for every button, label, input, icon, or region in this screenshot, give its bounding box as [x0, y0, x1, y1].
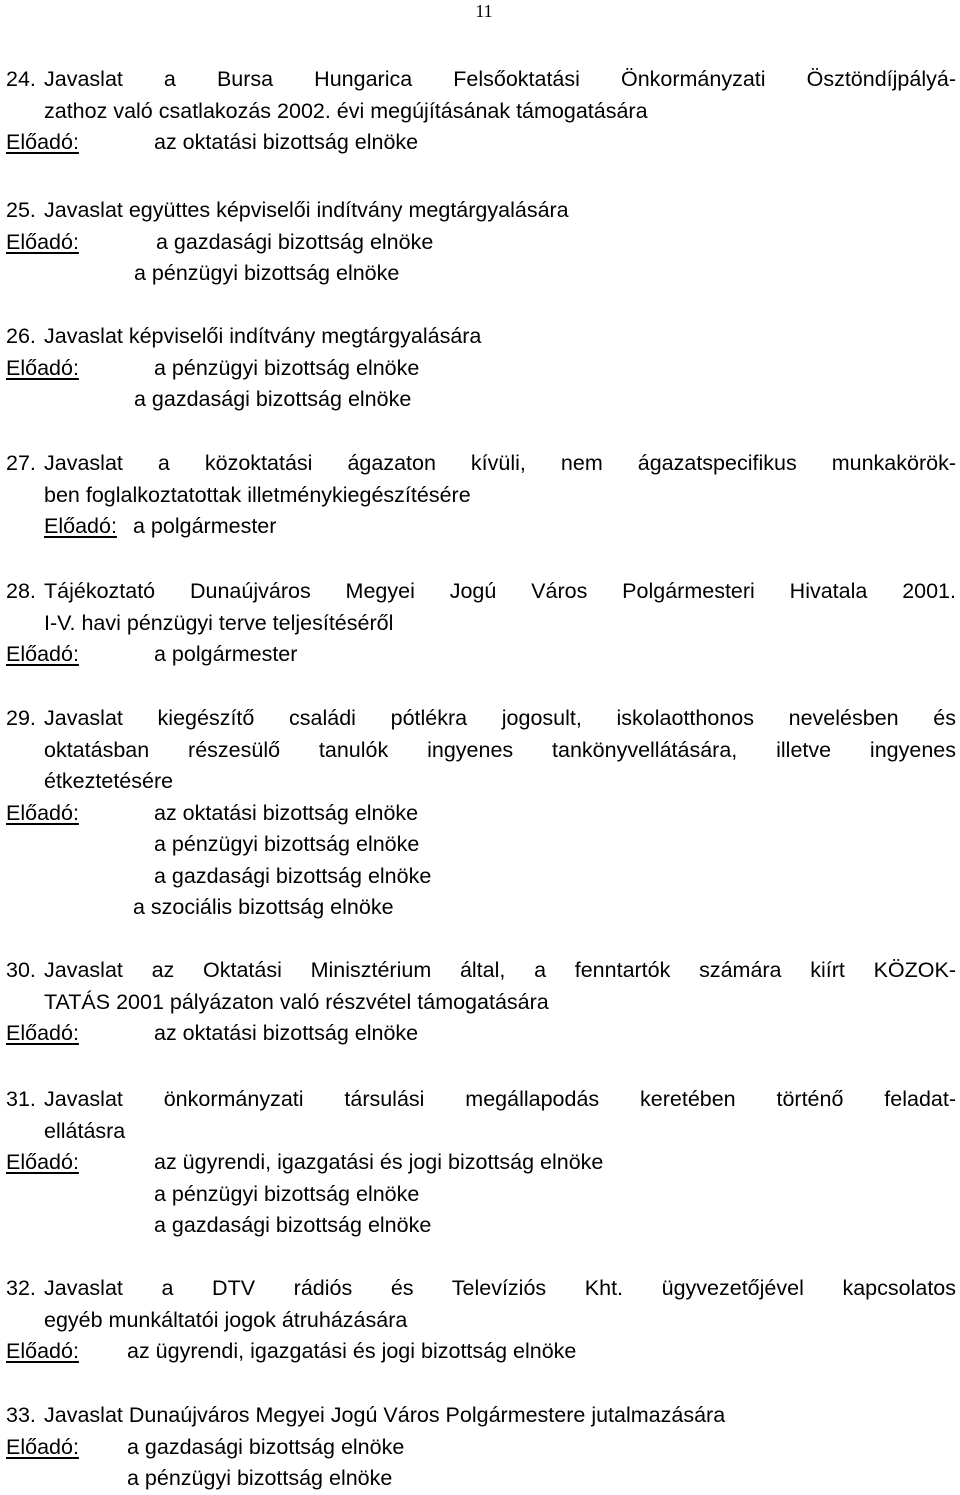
presenter-label: Előadó: [6, 1339, 79, 1363]
presenter-name: az oktatási bizottság elnöke [154, 130, 419, 154]
item-title-line: oktatásban részesülő tanulók ingyenes tankönyvellátására, illetve ingyenes [44, 737, 956, 762]
presenter-row [6, 1018, 956, 1050]
item-title-line: ben foglalkoztatottak illetménykiegészítésére [44, 482, 471, 507]
item-title-line: 27. Javaslat a közoktatási ágazaton kívüli, nem ágazatspecifikus munkakörök- [6, 448, 956, 480]
presenter-name: az ügyrendi, igazgatási és jogi bizottság elnöke [154, 1150, 604, 1174]
presenter-name: az oktatási bizottság elnöke [154, 800, 419, 825]
item-number: 25. [6, 198, 36, 222]
presenter-row [6, 892, 956, 924]
item-title-line: 29. Javaslat kiegészítő családi pótlékra jogosult, iskolaotthonos nevelésben és [6, 703, 956, 735]
presenter-label: Előadó: [6, 130, 79, 154]
presenter-name: a gazdasági bizottság elnöke [154, 863, 432, 888]
presenter-row [6, 639, 956, 671]
presenter-row [6, 227, 956, 259]
presenter-label: Előadó: [6, 1150, 79, 1174]
presenter-name: az ügyrendi, igazgatási és jogi bizottság elnöke [127, 1339, 577, 1363]
item-number: 33. [6, 1403, 36, 1427]
presenter-label: Előadó: [6, 355, 79, 380]
item-title-line: 24. Javaslat a Bursa Hungarica Felsőoktatási Önkormányzati Ösztöndíjpályá- [6, 64, 956, 96]
presenter-row [6, 1463, 956, 1495]
presenter-row [6, 1147, 956, 1179]
agenda-item-28 [6, 576, 956, 671]
item-title-line: 26. Javaslat képviselői indítvány megtárgyalására [6, 321, 956, 353]
item-title-line: TATÁS 2001 pályázaton való részvétel támogatására [44, 989, 549, 1014]
presenter-name: a pénzügyi bizottság elnöke [154, 1181, 420, 1206]
item-title-line: ellátásra [44, 1118, 126, 1143]
presenter-name: a pénzügyi bizottság elnöke [154, 355, 420, 380]
agenda-item-31 [6, 1084, 956, 1242]
presenter-row [6, 511, 956, 543]
agenda-item-24 [6, 64, 956, 159]
item-number: 29. [6, 706, 36, 730]
presenter-row [6, 1336, 956, 1368]
agenda-item-27 [6, 448, 956, 543]
item-number: 30. [6, 958, 36, 982]
presenter-row [6, 861, 956, 893]
presenter-row [6, 1210, 956, 1242]
agenda-item-33 [6, 1400, 956, 1495]
item-number: 32. [6, 1276, 36, 1300]
presenter-label: Előadó: [6, 642, 79, 666]
item-title-line: zathoz való csatlakozás 2002. évi megújításának támogatására [44, 98, 648, 123]
presenter-name: a pénzügyi bizottság elnöke [127, 1466, 393, 1490]
agenda-item-32 [6, 1273, 956, 1368]
presenter-label: Előadó: [6, 229, 79, 254]
page-number: 11 [475, 1, 493, 21]
agenda-item-29 [6, 703, 956, 924]
presenter-name: a pénzügyi bizottság elnöke [154, 832, 420, 856]
item-title-line: étkeztetésére [44, 769, 174, 793]
presenter-name: a polgármester [154, 642, 298, 666]
item-number: 31. [6, 1087, 36, 1111]
presenter-row [6, 798, 956, 830]
presenter-label: Előadó: [6, 1434, 79, 1459]
item-title-line: 32. Javaslat a DTV rádiós és Televíziós Kht. ügyvezetőjével kapcsolatos [6, 1273, 956, 1305]
item-title-line: 25. Javaslat együttes képviselői indítvány megtárgyalására [6, 195, 956, 227]
presenter-row [6, 258, 956, 290]
item-title-line: 30. Javaslat az Oktatási Minisztérium által, a fenntartók számára kiírt KÖZOK- [6, 955, 956, 987]
presenter-name: az oktatási bizottság elnöke [154, 1021, 419, 1045]
presenter-name: a szociális bizottság elnöke [133, 895, 394, 919]
presenter-row [6, 384, 956, 416]
item-title-line: 31. Javaslat önkormányzati társulási megállapodás keretében történő feladat- [6, 1084, 956, 1116]
presenter-label: Előadó: [6, 1021, 79, 1045]
item-number: 24. [6, 67, 36, 91]
item-number: 28. [6, 579, 36, 603]
item-title-line: egyéb munkáltatói jogok átruházására [44, 1307, 408, 1332]
presenter-row [6, 829, 956, 861]
agenda-item-30 [6, 955, 956, 1050]
presenter-name: a gazdasági bizottság elnöke [134, 387, 412, 411]
agenda-item-25 [6, 195, 956, 290]
presenter-row [6, 127, 956, 159]
presenter-row [6, 1179, 956, 1211]
item-title-line: I-V. havi pénzügyi terve teljesítéséről [44, 610, 394, 635]
presenter-name: a pénzügyi bizottság elnöke [134, 261, 400, 285]
agenda-item-26 [6, 321, 956, 416]
item-title-line: 33. Javaslat Dunaújváros Megyei Jogú Város Polgármestere jutalmazására [6, 1400, 956, 1432]
item-number: 26. [6, 324, 36, 348]
presenter-name: a gazdasági bizottság elnöke [156, 229, 434, 254]
presenter-row [6, 1432, 956, 1464]
presenter-name: a polgármester [133, 514, 277, 538]
presenter-row [6, 353, 956, 385]
presenter-name: a gazdasági bizottság elnöke [127, 1434, 405, 1459]
presenter-name: a gazdasági bizottság elnöke [154, 1213, 432, 1237]
presenter-label: Előadó: [6, 800, 79, 825]
presenter-label: Előadó: [44, 514, 117, 538]
item-title-line: 28. Tájékoztató Dunaújváros Megyei Jogú Város Polgármesteri Hivatala 2001. [6, 576, 956, 608]
item-number: 27. [6, 451, 36, 475]
